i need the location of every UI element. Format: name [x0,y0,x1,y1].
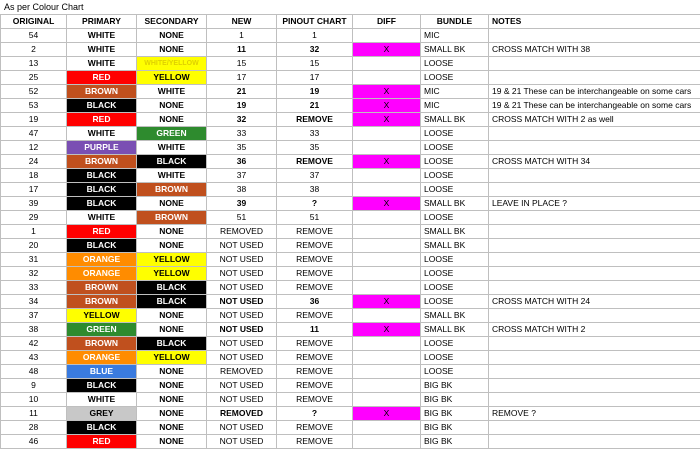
cell-secondary[interactable]: BLACK [137,281,207,295]
cell-bundle[interactable]: LOOSE [421,351,489,365]
table-row [1,281,700,295]
sheet-caption: As per Colour Chart [4,2,84,12]
cell-secondary[interactable]: BROWN [137,211,207,225]
cell-primary[interactable]: BLACK [67,169,137,183]
table-row [1,43,700,57]
cell-secondary[interactable]: NONE [137,29,207,43]
cell-original[interactable]: 25 [1,71,67,85]
cell-secondary[interactable]: BLACK [137,155,207,169]
table-row [1,71,700,85]
cell-bundle[interactable]: SMALL BK [421,309,489,323]
cell-new[interactable]: REMOVED [207,407,277,421]
table-row [1,309,700,323]
cell-new[interactable]: NOT USED [207,379,277,393]
cell-diff[interactable] [353,169,421,183]
cell-diff[interactable] [353,211,421,225]
cell-original[interactable]: 43 [1,351,67,365]
cell-diff[interactable] [353,267,421,281]
table-row [1,421,700,435]
table-row [1,407,700,421]
cell-notes[interactable] [489,379,700,393]
cell-diff[interactable]: X [353,99,421,113]
cell-original[interactable]: 38 [1,323,67,337]
cell-bundle[interactable]: LOOSE [421,183,489,197]
cell-notes[interactable] [489,141,700,155]
cell-primary[interactable]: WHITE [67,127,137,141]
cell-notes[interactable]: REMOVE ? [489,407,700,421]
cell-new[interactable]: 32 [207,113,277,127]
cell-primary[interactable]: WHITE [67,57,137,71]
cell-notes[interactable]: 19 & 21 These can be interchangeable on some cars [489,85,700,99]
cell-diff[interactable] [353,421,421,435]
cell-diff[interactable] [353,225,421,239]
cell-primary[interactable]: ORANGE [67,351,137,365]
cell-diff[interactable]: X [353,295,421,309]
cell-bundle[interactable]: BIG BK [421,379,489,393]
cell-secondary[interactable]: BLACK [137,295,207,309]
cell-original[interactable]: 53 [1,99,67,113]
cell-diff[interactable] [353,351,421,365]
table-row [1,379,700,393]
table-row [1,225,700,239]
cell-secondary[interactable]: NONE [137,309,207,323]
cell-pinout[interactable]: REMOVE [277,337,353,351]
cell-primary[interactable]: GREEN [67,323,137,337]
cell-primary[interactable]: RED [67,225,137,239]
cell-notes[interactable]: 19 & 21 These can be interchangeable on some cars [489,99,700,113]
cell-secondary[interactable]: WHITE [137,141,207,155]
cell-pinout[interactable]: REMOVE [277,155,353,169]
table-row [1,85,700,99]
table-row [1,337,700,351]
cell-notes[interactable] [489,365,700,379]
table-row [1,169,700,183]
cell-pinout[interactable]: 21 [277,99,353,113]
cell-primary[interactable]: WHITE [67,393,137,407]
cell-new[interactable]: NOT USED [207,393,277,407]
cell-bundle[interactable]: LOOSE [421,155,489,169]
cell-primary[interactable]: BLACK [67,183,137,197]
cell-primary[interactable]: BLACK [67,379,137,393]
cell-secondary[interactable]: NONE [137,197,207,211]
cell-diff[interactable] [353,379,421,393]
cell-original[interactable]: 31 [1,253,67,267]
cell-original[interactable]: 18 [1,169,67,183]
cell-diff[interactable] [353,239,421,253]
cell-notes[interactable] [489,421,700,435]
cell-new[interactable]: 36 [207,155,277,169]
cell-pinout[interactable]: 33 [277,127,353,141]
cell-original[interactable]: 13 [1,57,67,71]
cell-secondary[interactable]: NONE [137,393,207,407]
cell-bundle[interactable]: LOOSE [421,141,489,155]
cell-bundle[interactable]: BIG BK [421,421,489,435]
cell-primary[interactable]: GREY [67,407,137,421]
cell-notes[interactable]: LEAVE IN PLACE ? [489,197,700,211]
cell-pinout[interactable]: 32 [277,43,353,57]
cell-diff[interactable] [353,309,421,323]
cell-secondary[interactable]: WHITE [137,169,207,183]
cell-primary[interactable]: BROWN [67,155,137,169]
header-diff[interactable]: DIFF [353,15,421,29]
cell-original[interactable]: 2 [1,43,67,57]
cell-diff[interactable] [353,29,421,43]
cell-bundle[interactable]: LOOSE [421,127,489,141]
cell-pinout[interactable]: 17 [277,71,353,85]
cell-pinout[interactable]: REMOVE [277,351,353,365]
cell-primary[interactable]: BROWN [67,295,137,309]
cell-pinout[interactable]: 35 [277,141,353,155]
cell-diff[interactable] [353,127,421,141]
cell-secondary[interactable]: NONE [137,99,207,113]
cell-notes[interactable]: CROSS MATCH WITH 2 as well [489,113,700,127]
cell-notes[interactable] [489,253,700,267]
cell-notes[interactable] [489,435,700,449]
cell-diff[interactable]: X [353,43,421,57]
cell-pinout[interactable]: REMOVE [277,239,353,253]
cell-notes[interactable] [489,309,700,323]
cell-bundle[interactable]: BIG BK [421,407,489,421]
table-body [1,29,700,449]
cell-new[interactable]: NOT USED [207,435,277,449]
cell-new[interactable]: 19 [207,99,277,113]
cell-new[interactable]: NOT USED [207,253,277,267]
cell-pinout[interactable]: 15 [277,57,353,71]
cell-new[interactable]: NOT USED [207,323,277,337]
cell-notes[interactable] [489,183,700,197]
cell-bundle[interactable]: SMALL BK [421,197,489,211]
cell-bundle[interactable]: MIC [421,99,489,113]
cell-original[interactable]: 11 [1,407,67,421]
cell-notes[interactable] [489,225,700,239]
cell-original[interactable]: 46 [1,435,67,449]
cell-original[interactable]: 32 [1,267,67,281]
cell-secondary[interactable]: NONE [137,113,207,127]
cell-diff[interactable] [353,183,421,197]
cell-notes[interactable] [489,127,700,141]
cell-original[interactable]: 47 [1,127,67,141]
cell-original[interactable]: 17 [1,183,67,197]
cell-pinout[interactable]: 51 [277,211,353,225]
cell-primary[interactable]: RED [67,435,137,449]
cell-primary[interactable]: PURPLE [67,141,137,155]
cell-new[interactable]: 1 [207,29,277,43]
cell-pinout[interactable]: REMOVE [277,393,353,407]
cell-diff[interactable]: X [353,113,421,127]
cell-pinout[interactable]: ? [277,407,353,421]
cell-bundle[interactable]: LOOSE [421,337,489,351]
cell-original[interactable]: 9 [1,379,67,393]
cell-diff[interactable] [353,253,421,267]
table-row [1,29,700,43]
cell-secondary[interactable]: GREEN [137,127,207,141]
cell-notes[interactable] [489,281,700,295]
cell-new[interactable]: 38 [207,183,277,197]
cell-notes[interactable] [489,71,700,85]
table-row [1,141,700,155]
cell-pinout[interactable]: REMOVE [277,253,353,267]
cell-bundle[interactable]: BIG BK [421,393,489,407]
cell-secondary[interactable]: NONE [137,239,207,253]
cell-pinout[interactable]: REMOVE [277,365,353,379]
cell-secondary[interactable]: WHITE [137,85,207,99]
cell-pinout[interactable]: 37 [277,169,353,183]
cell-notes[interactable] [489,351,700,365]
cell-original[interactable]: 29 [1,211,67,225]
cell-diff[interactable] [353,71,421,85]
cell-primary[interactable]: WHITE [67,211,137,225]
cell-primary[interactable]: BLACK [67,197,137,211]
cell-pinout[interactable]: REMOVE [277,379,353,393]
cell-new[interactable]: NOT USED [207,421,277,435]
cell-pinout[interactable]: REMOVE [277,309,353,323]
cell-bundle[interactable]: LOOSE [421,57,489,71]
cell-pinout[interactable]: 38 [277,183,353,197]
cell-bundle[interactable]: BIG BK [421,435,489,449]
header-original[interactable]: ORIGINAL [1,15,67,29]
cell-original[interactable]: 1 [1,225,67,239]
wire-table [0,14,700,449]
cell-secondary[interactable]: YELLOW [137,267,207,281]
cell-bundle[interactable]: LOOSE [421,295,489,309]
cell-new[interactable]: REMOVED [207,365,277,379]
cell-new[interactable]: NOT USED [207,239,277,253]
cell-secondary[interactable]: YELLOW [137,351,207,365]
cell-secondary[interactable]: YELLOW [137,71,207,85]
cell-notes[interactable]: CROSS MATCH WITH 38 [489,43,700,57]
cell-pinout[interactable]: ? [277,197,353,211]
cell-primary[interactable]: BROWN [67,281,137,295]
cell-secondary[interactable]: NONE [137,225,207,239]
cell-new[interactable]: 35 [207,141,277,155]
cell-notes[interactable] [489,337,700,351]
cell-bundle[interactable]: SMALL BK [421,113,489,127]
table-row [1,393,700,407]
cell-secondary[interactable]: NONE [137,365,207,379]
cell-original[interactable]: 28 [1,421,67,435]
cell-bundle[interactable]: LOOSE [421,365,489,379]
cell-notes[interactable] [489,393,700,407]
cell-primary[interactable]: ORANGE [67,253,137,267]
cell-secondary[interactable]: NONE [137,379,207,393]
cell-diff[interactable]: X [353,85,421,99]
cell-original[interactable]: 42 [1,337,67,351]
cell-new[interactable]: REMOVED [207,225,277,239]
table-row [1,99,700,113]
cell-primary[interactable]: BLACK [67,99,137,113]
cell-new[interactable]: NOT USED [207,281,277,295]
table-row [1,365,700,379]
cell-new[interactable]: NOT USED [207,295,277,309]
cell-diff[interactable] [353,435,421,449]
cell-original[interactable]: 12 [1,141,67,155]
cell-notes[interactable] [489,267,700,281]
cell-original[interactable]: 52 [1,85,67,99]
header-primary[interactable]: PRIMARY [67,15,137,29]
cell-bundle[interactable]: LOOSE [421,169,489,183]
table-row [1,253,700,267]
cell-primary[interactable]: YELLOW [67,309,137,323]
cell-new[interactable]: 39 [207,197,277,211]
cell-bundle[interactable]: SMALL BK [421,239,489,253]
cell-notes[interactable] [489,169,700,183]
cell-primary[interactable]: BROWN [67,85,137,99]
cell-new[interactable]: 33 [207,127,277,141]
cell-bundle[interactable]: LOOSE [421,253,489,267]
cell-new[interactable]: 17 [207,71,277,85]
cell-diff[interactable]: X [353,323,421,337]
cell-pinout[interactable]: 11 [277,323,353,337]
cell-secondary[interactable]: NONE [137,43,207,57]
cell-pinout[interactable]: REMOVE [277,281,353,295]
cell-diff[interactable] [353,57,421,71]
cell-notes[interactable] [489,29,700,43]
cell-pinout[interactable]: REMOVE [277,421,353,435]
cell-secondary[interactable]: BROWN [137,183,207,197]
cell-original[interactable]: 48 [1,365,67,379]
cell-bundle[interactable]: SMALL BK [421,225,489,239]
cell-secondary[interactable]: BLACK [137,337,207,351]
header-pinout-chart[interactable]: PINOUT CHART [277,15,353,29]
header-row [1,15,700,29]
cell-primary[interactable]: BLUE [67,365,137,379]
header-notes[interactable]: NOTES [489,15,700,29]
cell-bundle[interactable]: MIC [421,29,489,43]
cell-new[interactable]: 15 [207,57,277,71]
cell-secondary[interactable]: NONE [137,435,207,449]
table-row [1,127,700,141]
cell-original[interactable]: 34 [1,295,67,309]
cell-new[interactable]: NOT USED [207,351,277,365]
cell-diff[interactable] [353,337,421,351]
header-bundle[interactable]: BUNDLE [421,15,489,29]
cell-original[interactable]: 39 [1,197,67,211]
cell-diff[interactable]: X [353,155,421,169]
cell-notes[interactable] [489,211,700,225]
cell-primary[interactable]: RED [67,113,137,127]
table-row [1,197,700,211]
table-row [1,239,700,253]
cell-diff[interactable] [353,281,421,295]
table-row [1,113,700,127]
cell-bundle[interactable]: SMALL BK [421,323,489,337]
cell-secondary[interactable]: WHITE/YELLOW [137,57,207,71]
cell-original[interactable]: 10 [1,393,67,407]
cell-new[interactable]: 11 [207,43,277,57]
cell-notes[interactable]: CROSS MATCH WITH 2 [489,323,700,337]
table-row [1,323,700,337]
cell-secondary[interactable]: NONE [137,323,207,337]
cell-bundle[interactable]: LOOSE [421,71,489,85]
cell-new[interactable]: 37 [207,169,277,183]
cell-original[interactable]: 19 [1,113,67,127]
cell-secondary[interactable]: NONE [137,421,207,435]
cell-pinout[interactable]: REMOVE [277,435,353,449]
cell-bundle[interactable]: LOOSE [421,281,489,295]
table-row [1,155,700,169]
table-row [1,57,700,71]
cell-original[interactable]: 24 [1,155,67,169]
cell-primary[interactable]: WHITE [67,43,137,57]
cell-secondary[interactable]: NONE [137,407,207,421]
cell-pinout[interactable]: REMOVE [277,225,353,239]
cell-diff[interactable] [353,141,421,155]
cell-new[interactable]: 51 [207,211,277,225]
cell-diff[interactable] [353,393,421,407]
cell-bundle[interactable]: LOOSE [421,211,489,225]
cell-primary[interactable]: BROWN [67,337,137,351]
cell-notes[interactable] [489,57,700,71]
cell-pinout[interactable]: REMOVE [277,267,353,281]
cell-primary[interactable]: BLACK [67,421,137,435]
cell-pinout[interactable]: REMOVE [277,113,353,127]
cell-bundle[interactable]: SMALL BK [421,43,489,57]
table-row [1,295,700,309]
cell-notes[interactable]: CROSS MATCH WITH 24 [489,295,700,309]
cell-bundle[interactable]: MIC [421,85,489,99]
cell-new[interactable]: 21 [207,85,277,99]
cell-new[interactable]: NOT USED [207,267,277,281]
table-row [1,267,700,281]
cell-diff[interactable]: X [353,197,421,211]
cell-original[interactable]: 37 [1,309,67,323]
cell-primary[interactable]: WHITE [67,29,137,43]
cell-original[interactable]: 20 [1,239,67,253]
cell-notes[interactable] [489,239,700,253]
cell-original[interactable]: 33 [1,281,67,295]
table-row [1,211,700,225]
cell-primary[interactable]: BLACK [67,239,137,253]
cell-primary[interactable]: ORANGE [67,267,137,281]
table-row [1,435,700,449]
header-new[interactable]: NEW [207,15,277,29]
cell-notes[interactable]: CROSS MATCH WITH 34 [489,155,700,169]
cell-new[interactable]: NOT USED [207,337,277,351]
cell-new[interactable]: NOT USED [207,309,277,323]
cell-secondary[interactable]: YELLOW [137,253,207,267]
header-secondary[interactable]: SECONDARY [137,15,207,29]
cell-original[interactable]: 54 [1,29,67,43]
cell-bundle[interactable]: LOOSE [421,267,489,281]
cell-pinout[interactable]: 1 [277,29,353,43]
table-row [1,351,700,365]
table-row [1,183,700,197]
cell-diff[interactable] [353,365,421,379]
cell-primary[interactable]: RED [67,71,137,85]
cell-pinout[interactable]: 19 [277,85,353,99]
cell-pinout[interactable]: 36 [277,295,353,309]
cell-diff[interactable]: X [353,407,421,421]
